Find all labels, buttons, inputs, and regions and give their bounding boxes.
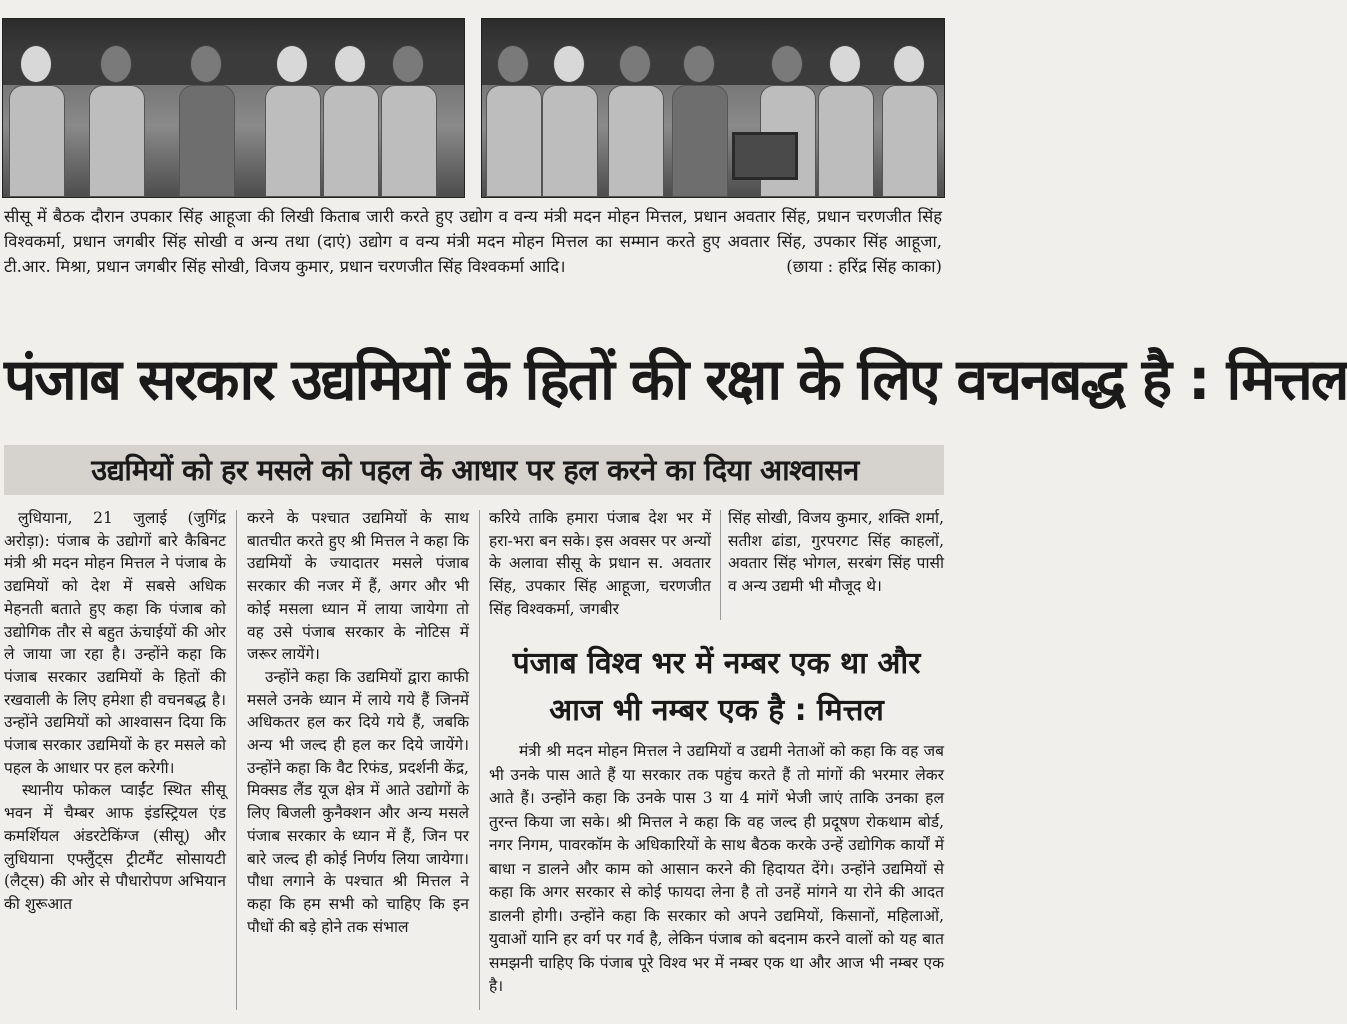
article-paragraph: करिये ताकि हमारा पंजाब देश भर में हरा-भरा बन सके। इस अवसर पर अन्यों के अलावा सीसू के प्रधान स. अवतार सिंह, उपकार सिंह आहूजा, चरणजीत सिंह विश्वकर्मा, जगबीर	[489, 509, 711, 618]
article-column-1	[4, 507, 226, 916]
subheadline: उद्यमियों को हर मसले को पहल के आधार पर हल करने का दिया आश्वासन	[91, 453, 859, 487]
person-figure	[381, 45, 435, 197]
person-figure	[323, 45, 377, 197]
person-figure	[89, 45, 143, 197]
article-column-3	[489, 507, 711, 621]
article-paragraph: सिंह सोखी, विजय कुमार, शक्ति शर्मा, सतीश ढांडा, गुरपरगट सिंह काहलों, अवतार सिंह भोगल, सरबंग सिंह पासी व अन्य उद्यमी भी मौजूद थे।	[728, 509, 944, 596]
main-headline: पंजाब सरकार उद्यमियों के हितों की रक्षा के लिए वचनबद्ध है : मित्तल	[4, 347, 1347, 413]
person-figure	[882, 45, 936, 197]
caption-text: सीसू में बैठक दौरान उपकार सिंह आहूजा की लिखी किताब जारी करते हुए उद्योग व वन्य मंत्री मदन मोहन मित्तल, प्रधान अवतार सिंह, प्रधान चरणजीत सिंह विश्वकर्मा, प्रधान जगबीर सिंह सोखी व अन्य तथा (दाएं) उद्योग व वन्य मंत्री मदन मोहन मित्तल का सम्मान करते हुए अवतार सिंह, उपकार सिंह आहूजा, टी.आर. मिश्रा, प्रधान जगबीर सिंह सोखी, विजय कुमार, प्रधान चरणजीत सिंह विश्वकर्मा आदि।	[4, 207, 942, 276]
left-photo	[2, 18, 465, 198]
article-paragraph: करने के पश्चात उद्यमियों के साथ बातचीत करते हुए श्री मित्तल ने कहा कि उद्यमियों के ज्यादातर मसले पंजाब सरकार की नजर में हैं, अगर और भी कोई मसला ध्यान में लाया जायेगा तो वह उसे पंजाब सरकार के नोटिस में जरूर लायेंगे।	[247, 509, 469, 664]
photo-caption	[4, 204, 942, 279]
person-figure	[608, 45, 662, 197]
sidebar-story-title: पंजाब विश्व भर में नम्बर एक था और आज भी नम्बर एक है : मित्तल	[512, 646, 921, 728]
sidebar-story-body: मंत्री श्री मदन मोहन मित्तल ने उद्यमियों व उद्यमी नेताओं को कहा कि वह जब भी उनके पास आते हैं या सरकार तक पहुंच करते हैं तो मांगों की भरमार लेकर आते हैं। उन्होंने कहा कि उनके पास 3 या 4 मांगें भेजी जाएं ताकि उनका हल तुरन्त किया जा सके। श्री मित्तल ने कहा कि वह जल्द ही प्रदूषण रोकथाम बोर्ड, नगर निगम, पावरकॉम के अधिकारियों के साथ बैठक करके उन्हें उद्योगिक कार्यों में बाधा न डालने और काम को आसान करने की हिदायत देंगे। उन्होंने उद्यमियों से कहा कि अगर सरकार से कोई फायदा लेना है तो उनहें मांगने या रोने की आदत डालनी होगी। उन्होंने कहा कि सरकार को अपने उद्यमियों, किसानों, महिलाओं, युवाओं यानि हर वर्ग पर गर्व है, लेकिन पंजाब को बदनाम करने वालों को यह बात समझनी चाहिए कि पंजाब पूरे विश्व भर में नम्बर एक था और आज भी नम्बर एक है।	[489, 742, 944, 995]
column-divider	[236, 510, 237, 1010]
person-figure	[265, 45, 319, 197]
column-divider	[720, 510, 721, 620]
article-paragraph: स्थानीय फोकल प्वाईंट स्थित सीसू भवन में चैम्बर आफ इंडस्ट्रियल एंड कमर्शियल अंडरटेकिंग्ज (सीसू) और लुधियाना एफ्लुैंट्स ट्रीटमैंट सोसायटी (लैट्स) की ओर से पौधारोपण अभियान की शुरूआत	[4, 781, 226, 913]
person-figure	[486, 45, 540, 197]
article-paragraph: उन्होंने कहा कि उद्यमियों द्वारा काफी मसले उनके ध्यान में लाये गये हैं जिनमें अधिकतर हल कर दिये गये हैं, जबकि अन्य भी जल्द ही हल कर दिये जायेंगे। उन्होंने कहा कि वैट रिफंड, प्रदर्शनी केंद्र, मिक्सड लैंड यूज क्षेत्र में आते उद्योगों के लिए बिजली कुनैक्शन और अन्य मसले पंजाब सरकार के ध्यान में हैं, जिन पर बारे जल्द ही कोई निर्णय लिया जायेगा। पौधा लगाने के पश्चात श्री मित्तल ने कहा कि हम सभी को चाहिए कि इन पौधों की बड़े होने तक संभाल	[247, 667, 469, 936]
person-figure	[179, 45, 233, 197]
person-figure	[672, 45, 726, 197]
award-plaque	[732, 132, 798, 180]
article-column-4	[728, 507, 944, 598]
article-column-2	[247, 507, 469, 938]
column-divider	[479, 510, 480, 1010]
person-figure	[542, 45, 596, 197]
person-figure	[818, 45, 872, 197]
photo-credit: (छाया : हरिंद्र सिंह काका)	[786, 257, 942, 276]
article-paragraph: लुधियाना, 21 जुलाई (जुगिंद्र अरोड़ा): पंजाब के उद्योगों बारे कैबिनट मंत्री श्री मदन मोहन मित्तल ने पंजाब के उद्यमियों को देश में सबसे अधिक मेहनती बताते हुए कहा कि पंजाब को उद्योगिक तौर से बहुत ऊंचाईयों की ओर ले जाया जा रहा है। उन्होंने कहा कि पंजाब सरकार उद्यमियों के हितों की रखवाली के लिए हमेशा ही वचनबद्ध है। उन्होंने उद्यमियों को आश्वासन दिया कि पंजाब सरकार उद्यमियों के हर मसले को पहल के आधार पर हल करेगी।	[4, 509, 226, 777]
person-figure	[9, 45, 63, 197]
right-photo	[481, 18, 945, 198]
